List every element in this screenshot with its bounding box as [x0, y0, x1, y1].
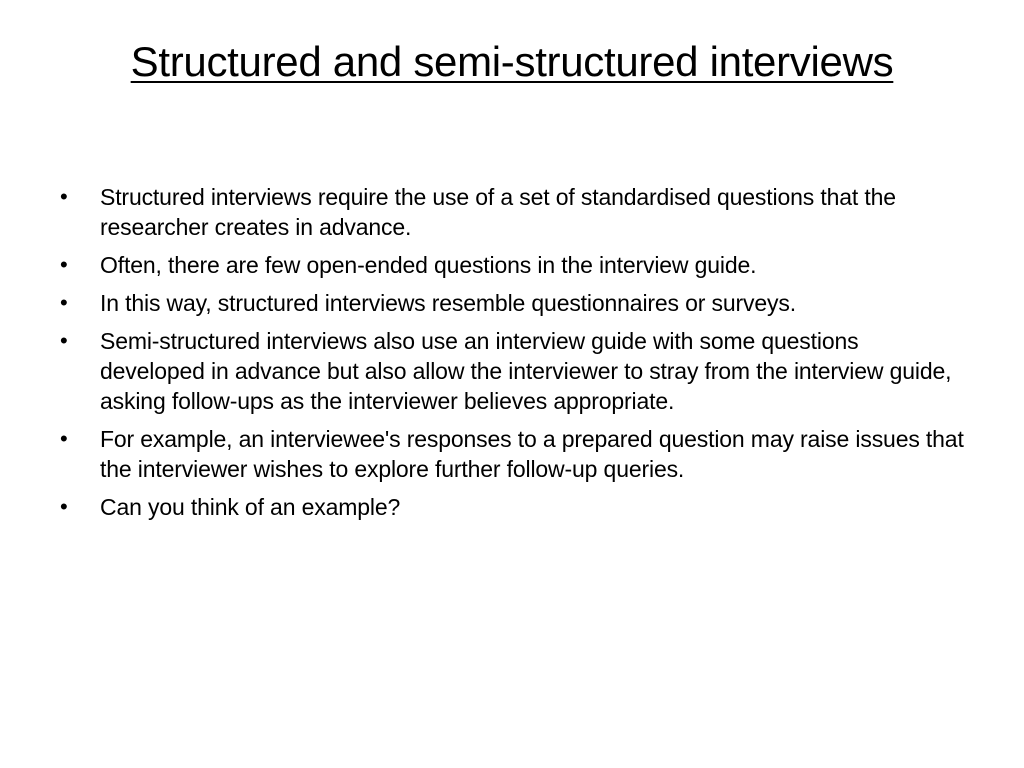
bullet-text: For example, an interviewee's responses to a prepared question may raise issues that the interviewer wishes to explore further follow-up queries. [100, 426, 964, 482]
bullet-item [56, 424, 968, 484]
bullet-item [56, 182, 968, 242]
bullet-dot-icon: • [60, 184, 68, 209]
bullet-dot-icon: • [60, 252, 68, 277]
bullet-dot-icon: • [60, 328, 68, 353]
bullet-dot-icon: • [60, 494, 68, 519]
bullet-dot-icon: • [60, 290, 68, 315]
slide-title: Structured and semi-structured interviews [130, 38, 894, 85]
bullet-dot-icon: • [60, 426, 68, 451]
bullet-text: In this way, structured interviews resemble questionnaires or surveys. [100, 290, 796, 316]
bullet-item [56, 492, 968, 522]
bullet-item [56, 326, 968, 416]
bullet-text: Semi-structured interviews also use an interview guide with some questions developed in advance but also allow the interviewer to stray from the interview guide, asking follow-ups as the interviewer believes appropriate. [100, 328, 952, 414]
bullet-item [56, 250, 968, 280]
bullet-text: Structured interviews require the use of a set of standardised questions that the researcher creates in advance. [100, 184, 896, 240]
bullet-text: Can you think of an example? [100, 494, 401, 520]
bullet-list [56, 182, 968, 530]
bullet-text: Often, there are few open-ended questions in the interview guide. [100, 252, 757, 278]
bullet-item [56, 288, 968, 318]
